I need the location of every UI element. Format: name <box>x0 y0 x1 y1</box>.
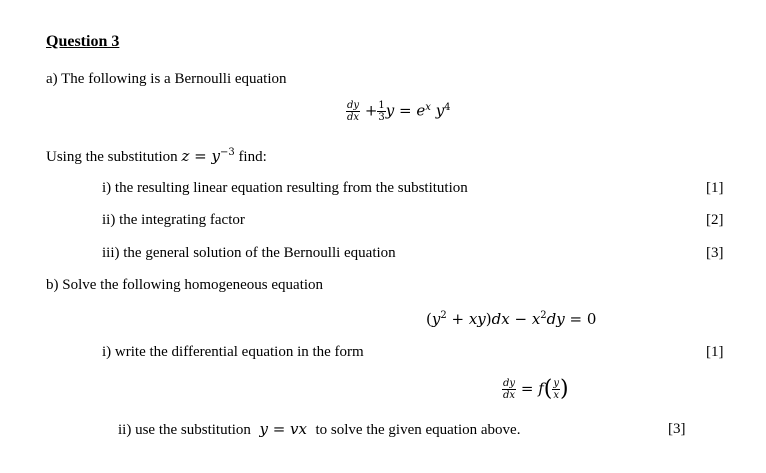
part-b-item-1-marks: [1] <box>706 344 724 360</box>
part-a-item-2: ii) the integrating factor <box>102 212 245 228</box>
part-a-item-2-marks: [2] <box>706 212 724 228</box>
substitution-suffix: find: <box>238 149 267 165</box>
part-b-item-1: i) write the differential equation in the form <box>102 344 364 360</box>
part-b-item-2 <box>118 420 520 439</box>
bernoulli-equation: $\frac{dy}{dx}$ + $\frac{1}{3}$ $y = e^x$ $y^4$ <box>347 100 451 123</box>
question-heading: Question 3 <box>46 33 120 50</box>
part-b-item-2-marks: [3] <box>668 421 686 437</box>
substitution-formula: $z = y^{-3}$ <box>181 147 235 165</box>
target-form-equation: $\frac{dy}{dx}$ = f( $\frac{y}{x}$ ) <box>503 376 569 402</box>
part-b-intro: b) Solve the following homogeneous equation <box>46 277 324 293</box>
homogeneous-equation: $(y^2 + xy)dx - x^2dy = 0$ <box>426 310 597 328</box>
part-a-item-3-marks: [3] <box>706 245 724 261</box>
part-a-item-3: iii) the general solution of the Bernoulli equation <box>102 245 396 261</box>
part-b-item-2-text-after: to solve the given equation above. <box>315 422 521 438</box>
part-a-item-1-marks: [1] <box>706 180 724 196</box>
substitution-text: Using the substitution <box>46 149 178 165</box>
part-b-substitution-formula: y = vx <box>254 420 312 438</box>
substitution-line <box>46 147 267 168</box>
part-b-item-2-text-before: ii) use the substitution <box>118 422 251 438</box>
part-a-intro: a) The following is a Bernoulli equation <box>46 71 287 87</box>
part-a-item-1: i) the resulting linear equation resulting from the substitution <box>102 180 468 196</box>
